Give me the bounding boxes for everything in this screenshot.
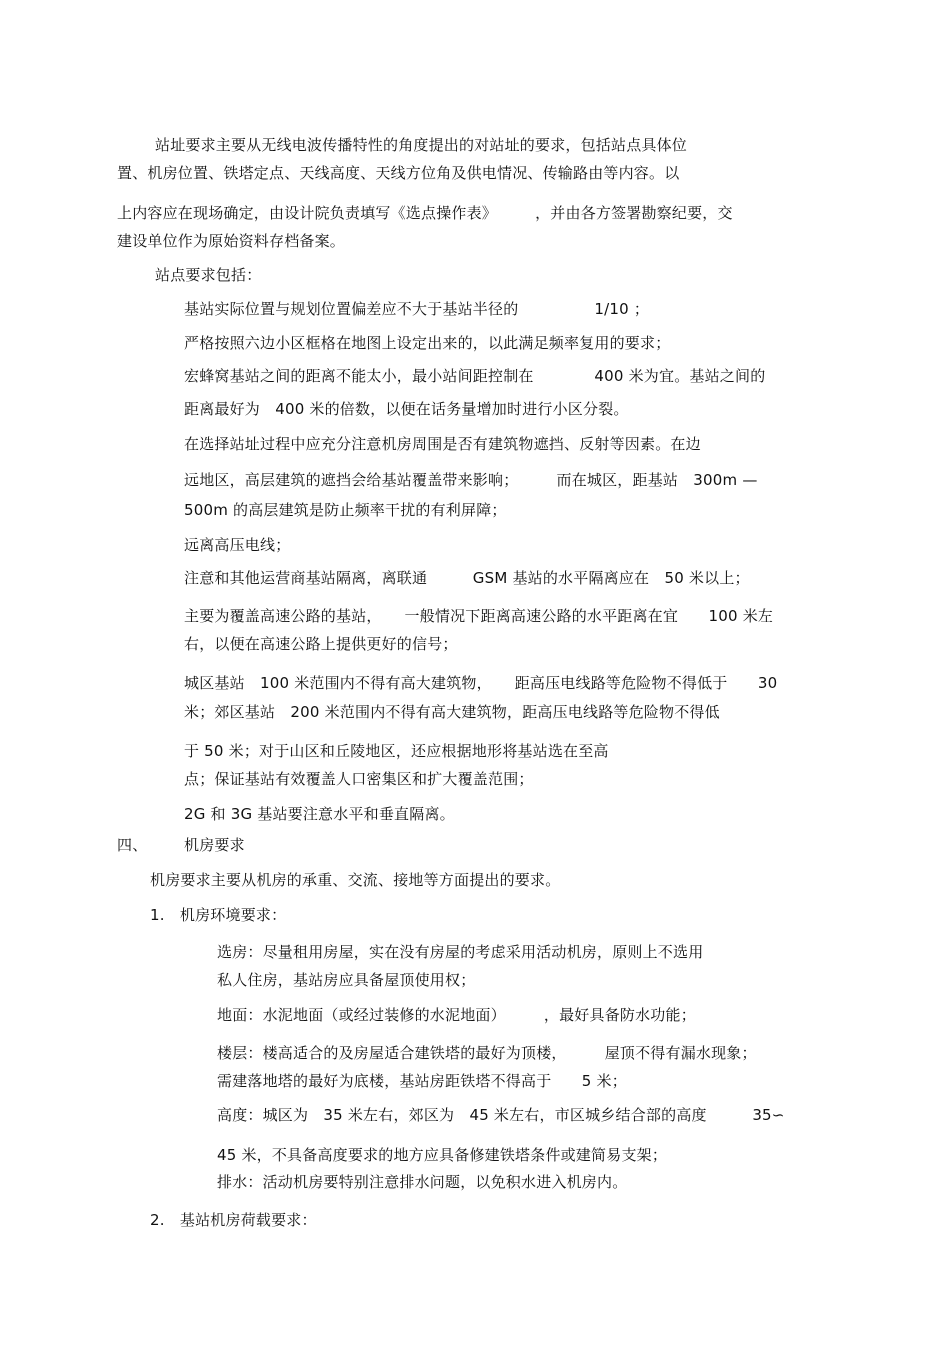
site-req-line: 严格按照六边小区框格在地图上设定出来的，以此满足频率复用的要求； bbox=[184, 334, 671, 352]
site-req-line: 米；郊区基站 200 米范围内不得有高大建筑物，距高压电线路等危险物不得低 bbox=[184, 703, 720, 721]
site-req-line: 城区基站 100 米范围内不得有高大建筑物， 距高压电线路等危险物不得低于 30 bbox=[184, 674, 778, 692]
intro-line-4: 建设单位作为原始资料存档备案。 bbox=[117, 232, 346, 250]
site-req-line: 宏蜂窝基站之间的距离不能太小，最小站间距控制在 400 米为宜。基站之间的 bbox=[184, 367, 766, 385]
section-four-title: 机房要求 bbox=[184, 836, 245, 854]
site-req-line: 点；保证基站有效覆盖人口密集区和扩大覆盖范围； bbox=[184, 770, 534, 788]
site-req-line: 右，以便在高速公路上提供更好的信号； bbox=[184, 635, 458, 653]
site-req-line: 于 50 米；对于山区和丘陵地区，还应根据地形将基站选在至高 bbox=[184, 742, 609, 760]
site-req-line: 500m 的高层建筑是防止频率干扰的有利屏障； bbox=[184, 501, 507, 519]
item1-line: 高度：城区为 35 米左右，郊区为 45 米左右，市区城乡结合部的高度 35∽ bbox=[217, 1106, 785, 1124]
section-four-intro: 机房要求主要从机房的承重、交流、接地等方面提出的要求。 bbox=[150, 871, 561, 889]
item1-line: 私人住房，基站房应具备屋顶使用权； bbox=[217, 971, 476, 989]
item1-line: 楼层：楼高适合的及房屋适合建铁塔的最好为顶楼， 屋顶不得有漏水现象； bbox=[217, 1044, 757, 1062]
site-requirements-title: 站点要求包括： bbox=[155, 266, 262, 284]
item1-line: 地面：水泥地面（或经过装修的水泥地面） ，最好具备防水功能； bbox=[217, 1006, 696, 1024]
item1-line: 选房：尽量租用房屋，实在没有房屋的考虑采用活动机房，原则上不选用 bbox=[217, 943, 704, 961]
intro-line-1: 站址要求主要从无线电波传播特性的角度提出的对站址的要求，包括站点具体位 bbox=[155, 136, 688, 154]
intro-line-3: 上内容应在现场确定，由设计院负责填写《选点操作表》 ，并由各方签署勘察纪要，交 bbox=[117, 204, 733, 222]
site-req-line: 主要为覆盖高速公路的基站， 一般情况下距离高速公路的水平距离在宜 100 米左 bbox=[184, 607, 774, 625]
item1-line: 排水：活动机房要特别注意排水问题，以免积水进入机房内。 bbox=[217, 1173, 628, 1191]
item2-title: 2. 基站机房荷载要求： bbox=[150, 1211, 317, 1229]
site-req-line: 远离高压电线； bbox=[184, 536, 291, 554]
item1-line: 45 米，不具备高度要求的地方应具备修建铁塔条件或建简易支架； bbox=[217, 1146, 668, 1164]
site-req-line: 距离最好为 400 米的倍数，以便在话务量增加时进行小区分裂。 bbox=[184, 400, 629, 418]
section-four-number: 四、 bbox=[117, 836, 148, 854]
item1-line: 需建落地塔的最好为底楼，基站房距铁塔不得高于 5 米； bbox=[217, 1072, 627, 1090]
site-req-line: 注意和其他运营商基站隔离，离联通 GSM 基站的水平隔离应在 50 米以上； bbox=[184, 569, 750, 587]
intro-line-2: 置、机房位置、铁塔定点、天线高度、天线方位角及供电情况、传输路由等内容。以 bbox=[117, 164, 680, 182]
site-req-line: 在选择站址过程中应充分注意机房周围是否有建筑物遮挡、反射等因素。在边 bbox=[184, 435, 701, 453]
site-req-line: 2G 和 3G 基站要注意水平和垂直隔离。 bbox=[184, 805, 455, 823]
item1-title: 1. 机房环境要求： bbox=[150, 906, 287, 924]
site-req-line: 基站实际位置与规划位置偏差应不大于基站半径的 1/10 ； bbox=[184, 300, 650, 318]
site-req-line: 远地区，高层建筑的遮挡会给基站覆盖带来影响； 而在城区，距基站 300m — bbox=[184, 471, 758, 489]
